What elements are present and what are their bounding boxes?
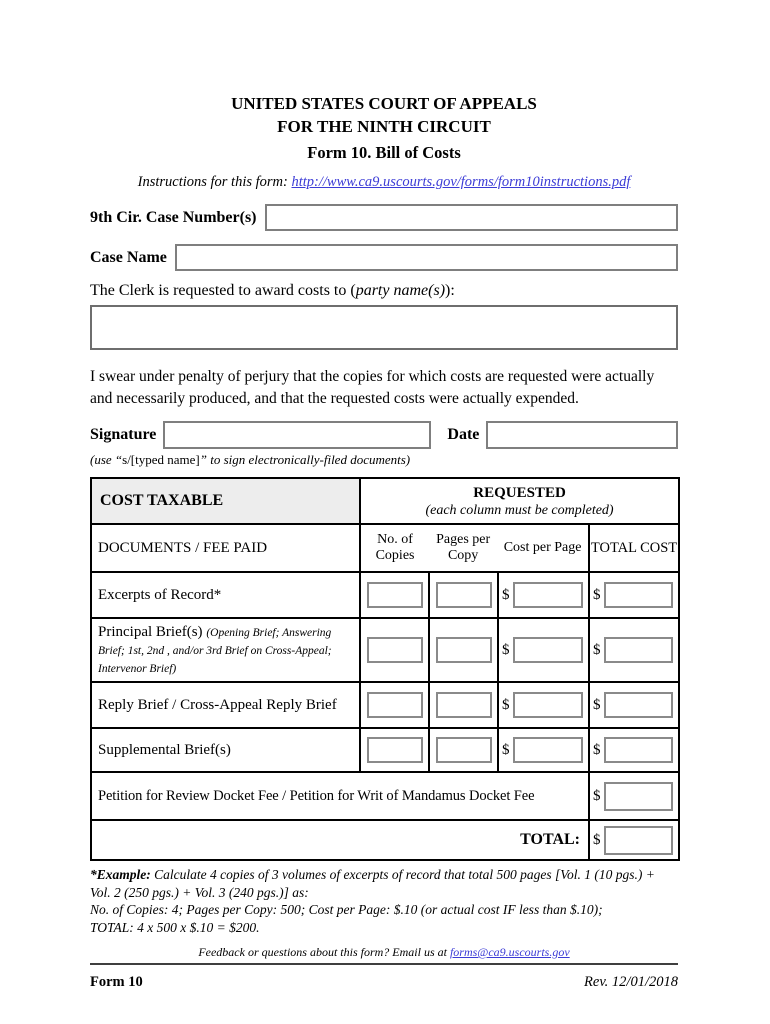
sign-note-close: ” to sign electronically-filed documents)	[199, 452, 411, 467]
petition-fee-label: Petition for Review Docket Fee / Petition for Writ of Mandamus Docket Fee	[91, 772, 589, 820]
award-prefix: The Clerk is requested to award costs to (	[90, 282, 356, 299]
example-text: Calculate 4 copies of 3 volumes of excerpts of record that total 500 pages [Vol. 1 (10 pgs.) + Vol. 2 (250 pgs.) + Vol. 3 (240 pgs.)] as:	[90, 867, 655, 900]
feedback-email-link[interactable]: forms@ca9.uscourts.gov	[449, 945, 570, 959]
row-label: Reply Brief / Cross-Appeal Reply Brief	[98, 697, 337, 713]
perjury-statement: I swear under penalty of perjury that the copies for which costs are requested were actually and necessarily produced, and that the requested costs were actually expended.	[90, 368, 655, 407]
middle-column-headers	[360, 524, 589, 572]
example-line2: No. of Copies: 4; Pages per Copy: 500; Cost per Page: $.10 (or actual cost IF less than $.10);	[90, 902, 603, 917]
dollar-sign: $	[593, 787, 601, 804]
column-header-total-cost: TOTAL COST	[589, 524, 679, 572]
requested-header-cell	[360, 478, 679, 524]
footer-revision-date: Rev. 12/01/2018	[584, 974, 678, 990]
signature-row	[90, 421, 678, 449]
cost-per-page-input[interactable]	[513, 582, 584, 608]
form-title: Form 10. Bill of Costs	[307, 143, 461, 162]
total-cost-input[interactable]	[604, 692, 674, 718]
row-label: Supplemental Brief(s)	[98, 742, 231, 758]
dollar-sign: $	[593, 741, 601, 758]
table-row-reply-brief	[91, 682, 679, 728]
column-header-cost-per-page: Cost per Page	[503, 540, 582, 555]
sign-note-code: s/[typed name]	[122, 452, 200, 467]
dollar-sign: $	[502, 741, 510, 758]
party-names-input[interactable]	[90, 305, 678, 350]
row-label: Principal Brief(s)	[98, 624, 203, 640]
date-input[interactable]	[486, 421, 678, 449]
example-line3: TOTAL: 4 x 500 x $.10 = $200.	[90, 919, 260, 935]
dollar-sign: $	[593, 586, 601, 603]
instructions-line	[90, 174, 678, 191]
award-costs-line	[90, 282, 678, 300]
example-label: *Example:	[90, 867, 151, 882]
case-number-row	[90, 204, 678, 231]
total-cost-input[interactable]	[604, 637, 674, 663]
documents-header: DOCUMENTS / FEE PAID	[91, 524, 360, 572]
court-title-line1: UNITED STATES COURT OF APPEALS	[231, 94, 537, 113]
table-row-principal-brief	[91, 618, 679, 682]
table-row-petition-fee	[91, 772, 679, 820]
column-header-copies: No. of Copies	[375, 532, 415, 563]
dollar-sign: $	[593, 696, 601, 713]
row-label: Excerpts of Record*	[98, 587, 222, 603]
cost-per-page-input[interactable]	[513, 692, 584, 718]
instructions-label: Instructions for this form:	[137, 174, 292, 190]
total-label: TOTAL:	[91, 820, 589, 860]
requested-header: REQUESTED	[473, 484, 566, 501]
table-row-total	[91, 820, 679, 860]
pages-input[interactable]	[436, 692, 492, 718]
cost-per-page-input[interactable]	[513, 637, 584, 663]
pages-input[interactable]	[436, 637, 492, 663]
case-name-input[interactable]	[175, 244, 678, 271]
table-row-excerpts	[91, 572, 679, 618]
court-title-line2: FOR THE NINTH CIRCUIT	[277, 117, 491, 136]
total-cost-input[interactable]	[604, 582, 674, 608]
case-name-label: Case Name	[90, 248, 167, 266]
dollar-sign: $	[502, 586, 510, 603]
petition-fee-input[interactable]	[604, 782, 674, 811]
award-suffix: ):	[445, 282, 455, 299]
column-header-pages: Pages per Copy	[436, 532, 491, 563]
signature-input[interactable]	[163, 421, 431, 449]
total-cost-input[interactable]	[604, 737, 674, 763]
footer-divider	[90, 963, 678, 965]
dollar-sign: $	[502, 641, 510, 658]
feedback-line	[90, 945, 678, 960]
requested-note: (each column must be completed)	[425, 502, 614, 518]
sign-note-open: (use “	[90, 452, 123, 467]
footer-form-name: Form 10	[90, 974, 143, 990]
case-number-label: 9th Cir. Case Number(s)	[90, 208, 257, 226]
case-name-row	[90, 244, 678, 271]
date-label: Date	[447, 426, 480, 443]
signature-label: Signature	[90, 426, 157, 443]
page-footer	[90, 974, 678, 991]
pages-input[interactable]	[436, 737, 492, 763]
cost-table	[90, 477, 680, 861]
copies-input[interactable]	[367, 737, 423, 763]
example-paragraph	[90, 866, 678, 901]
row-note: (Opening Brief; Answering Brief; 1st, 2nd , and/or 3rd Brief on Cross-Appeal; Intervenor Brief)	[98, 627, 332, 675]
dollar-sign: $	[502, 696, 510, 713]
table-row-supplemental-brief	[91, 728, 679, 772]
cost-per-page-input[interactable]	[513, 737, 584, 763]
copies-input[interactable]	[367, 582, 423, 608]
dollar-sign: $	[593, 831, 601, 848]
case-number-input[interactable]	[265, 204, 678, 231]
instructions-link[interactable]: http://www.ca9.uscourts.gov/forms/form10instructions.pdf	[291, 174, 631, 190]
copies-input[interactable]	[367, 692, 423, 718]
table-header-row-1	[91, 478, 679, 524]
award-party-names: party name(s)	[355, 282, 446, 299]
cost-taxable-header: COST TAXABLE	[91, 478, 360, 524]
feedback-label: Feedback or questions about this form? Email us at	[198, 945, 450, 959]
grand-total-input[interactable]	[604, 826, 674, 855]
table-header-row-2	[91, 524, 679, 572]
copies-input[interactable]	[367, 637, 423, 663]
electronic-signature-note	[90, 452, 678, 468]
example-footnote	[90, 866, 678, 936]
dollar-sign: $	[593, 641, 601, 658]
pages-input[interactable]	[436, 582, 492, 608]
